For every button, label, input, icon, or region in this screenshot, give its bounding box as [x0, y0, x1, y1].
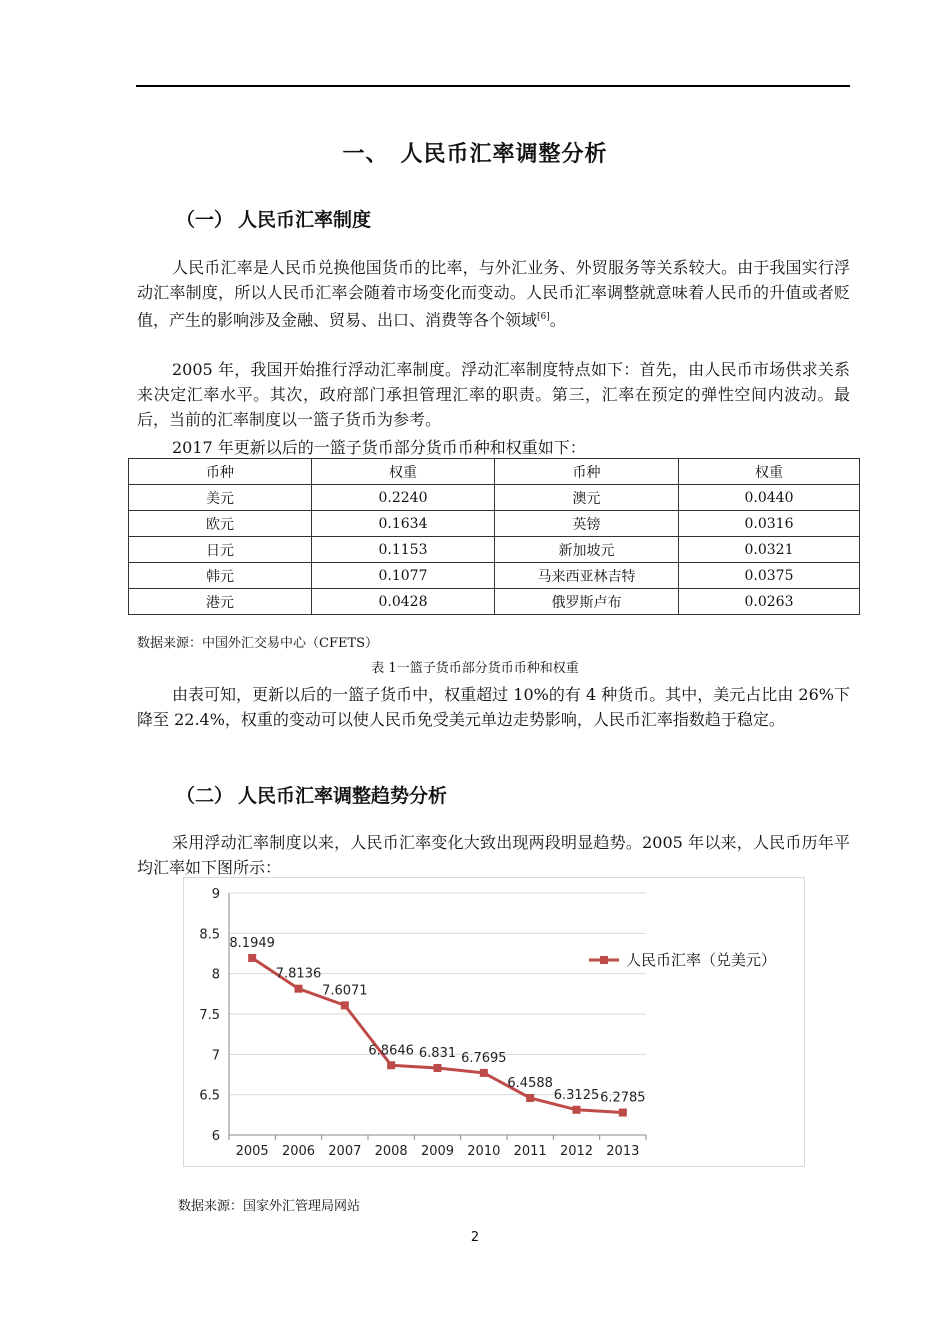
- y-tick-label: 6.5: [199, 1088, 220, 1104]
- subsection-2-number: （二）: [176, 785, 234, 807]
- data-label: 6.4588: [507, 1075, 553, 1091]
- paragraph-1-end: 。: [549, 310, 566, 330]
- subsection-1-title: 人民币汇率制度: [238, 209, 372, 231]
- data-point: [480, 1069, 488, 1077]
- subsection-1-heading: [176, 205, 371, 232]
- x-tick-label: 2010: [467, 1144, 501, 1159]
- data-point: [434, 1064, 442, 1072]
- legend-label: 人民币汇率（兑美元）: [626, 951, 777, 969]
- table-cell: 0.2240: [312, 485, 495, 511]
- x-tick-label: 2005: [235, 1144, 269, 1159]
- data-label: 7.8136: [275, 966, 322, 982]
- subsection-2-heading: [176, 781, 447, 808]
- table-row: [129, 537, 860, 563]
- exchange-rate-chart: [183, 877, 805, 1167]
- page-number: 2: [470, 1230, 480, 1245]
- citation: [6]: [537, 312, 550, 322]
- section-title: 一、 人民币汇率调整分析: [342, 142, 608, 167]
- table-cell: 0.0428: [312, 589, 495, 615]
- table-caption: 表 1一篮子货币部分货币币种和权重: [371, 661, 579, 676]
- table-cell: 港元: [129, 589, 312, 615]
- table-row: [129, 511, 860, 537]
- data-point: [619, 1109, 627, 1117]
- table-cell: 0.0316: [679, 511, 860, 537]
- table-header-cell: 权重: [312, 459, 495, 485]
- x-tick-label: 2008: [374, 1144, 408, 1159]
- table-cell: 0.0263: [679, 589, 860, 615]
- data-point: [526, 1094, 534, 1102]
- table-header-cell: 币种: [129, 459, 312, 485]
- y-tick-label: 6: [211, 1129, 220, 1144]
- paragraph-3: 2017 年更新以后的一篮子货币部分货币币种和权重如下：: [172, 438, 586, 457]
- table-row: [129, 563, 860, 589]
- table-cell: 美元: [129, 485, 312, 511]
- table-header-cell: 币种: [495, 459, 679, 485]
- table-cell: 新加坡元: [495, 537, 679, 563]
- data-label: 7.6071: [322, 983, 368, 999]
- y-tick-label: 8.5: [199, 927, 220, 943]
- x-tick-label: 2012: [559, 1144, 594, 1159]
- table-row: [129, 485, 860, 511]
- paragraph-2: 2005 年，我国开始推行浮动汇率制度。浮动汇率制度特点如下：首先，由人民币市场供求关系来决定汇率水平。其次，政府部门承担管理汇率的职责。第三，汇率在预定的弹性空间内波动。最后，当前的汇率制度以一篮子货币为参考。: [137, 360, 850, 429]
- paragraph-1-text: 人民币汇率是人民币兑换他国货币的比率，与外汇业务、外贸服务等关系较大。由于我国实行浮动汇率制度，所以人民币汇率会随着市场变化而变动。人民币汇率调整就意味着人民币的升值或者贬值，产生的影响涉及金融、贸易、出口、消费等各个领域: [137, 258, 850, 330]
- x-tick-label: 2006: [281, 1144, 316, 1159]
- table-cell: 0.0440: [679, 485, 860, 511]
- paragraph-1: [137, 255, 850, 332]
- paragraph-5: 采用浮动汇率制度以来，人民币汇率变化大致出现两段明显趋势。2005 年以来，人民币历年平均汇率如下图所示：: [137, 833, 850, 877]
- data-label: 6.7695: [461, 1050, 507, 1066]
- table-row: [129, 589, 860, 615]
- paragraph-4: 由表可知，更新以后的一篮子货币中，权重超过 10%的有 4 种货币。其中，美元占比由 26%下降至 22.4%，权重的变动可以使人民币免受美元单边走势影响，人民币汇率指数趋于稳定。: [137, 685, 850, 729]
- subsection-1-number: （一）: [176, 209, 234, 231]
- table-cell: 澳元: [495, 485, 679, 511]
- table-cell: 0.1077: [312, 563, 495, 589]
- table-cell: 马来西亚林吉特: [495, 563, 679, 589]
- data-label: 8.1949: [229, 935, 275, 951]
- data-point: [341, 1001, 349, 1009]
- table-cell: 俄罗斯卢布: [495, 589, 679, 615]
- subsection-2-title: 人民币汇率调整趋势分析: [238, 785, 448, 807]
- table-cell: 欧元: [129, 511, 312, 537]
- table-header-cell: 权重: [679, 459, 860, 485]
- table-cell: 英镑: [495, 511, 679, 537]
- data-point: [248, 954, 256, 962]
- y-tick-label: 8: [211, 967, 220, 983]
- legend-marker: [600, 956, 608, 964]
- data-point: [295, 985, 303, 993]
- table-header-row: [129, 459, 860, 485]
- table-cell: 0.0321: [679, 537, 860, 563]
- currency-weight-table: [128, 458, 860, 615]
- data-label: 6.8646: [368, 1043, 414, 1059]
- chart-source: 数据来源：国家外汇管理局网站: [178, 1199, 361, 1214]
- data-point: [573, 1106, 581, 1114]
- table-cell: 韩元: [129, 563, 312, 589]
- table-cell: 0.1153: [312, 537, 495, 563]
- y-tick-label: 7.5: [199, 1008, 220, 1023]
- table-source: 数据来源：中国外汇交易中心（CFETS）: [137, 636, 379, 651]
- y-tick-label: 9: [211, 887, 220, 902]
- data-label: 6.3125: [553, 1087, 600, 1103]
- y-tick-label: 7: [211, 1048, 220, 1064]
- x-tick-label: 2007: [328, 1144, 362, 1159]
- data-label: 6.831: [418, 1045, 457, 1061]
- data-point: [387, 1061, 395, 1069]
- chart-svg: [184, 878, 804, 1166]
- table-cell: 日元: [129, 537, 312, 563]
- x-tick-label: 2013: [606, 1144, 640, 1159]
- x-tick-label: 2011: [513, 1144, 547, 1159]
- header-rule: [136, 85, 850, 87]
- table-cell: 0.0375: [679, 563, 860, 589]
- x-tick-label: 2009: [420, 1144, 455, 1159]
- data-label: 6.2785: [600, 1090, 646, 1106]
- table-cell: 0.1634: [312, 511, 495, 537]
